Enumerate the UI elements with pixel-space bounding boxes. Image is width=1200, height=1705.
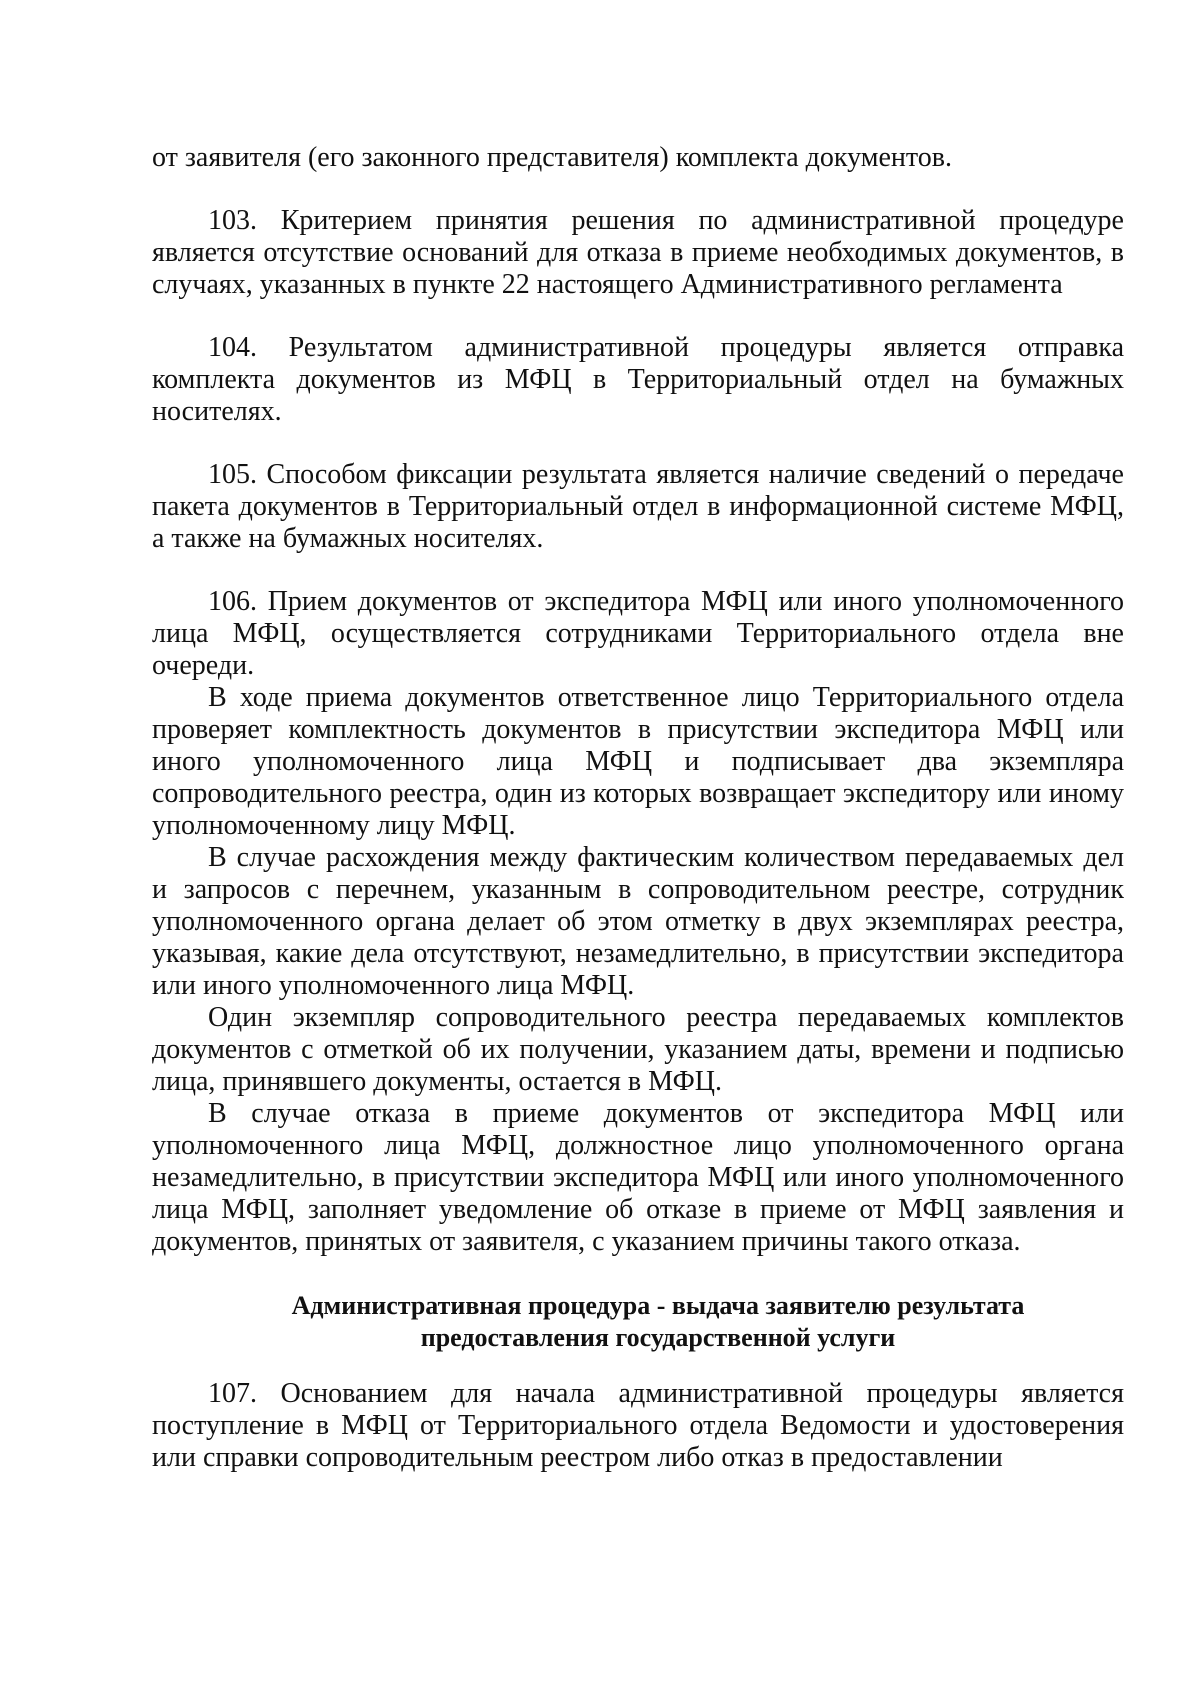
paragraph-106-copy: Один экземпляр сопроводительного реестра передаваемых комплектов документов с отметкой об их получении, указанием даты, времени и подписью лица, принявшего документы, остается в МФЦ. [152,1002,1124,1097]
section-heading [152,1290,1124,1354]
paragraph-106-refusal: В случае отказа в приеме документов от экспедитора МФЦ или уполномоченного лица МФЦ, должностное лицо уполномоченного органа незамедлительно, в присутствии экспедитора МФЦ или иного уполномоченного лица МФЦ, заполняет уведомление об отказе в приеме от МФЦ заявления и документов, принятых от заявителя, с указанием причины такого отказа. [152,1098,1124,1257]
paragraph-103: 103. Критерием принятия решения по административной процедуре является отсутствие оснований для отказа в приеме необходимых документов, в случаях, указанных в пункте 22 настоящего Административного регламента [152,205,1124,300]
paragraph-106-check: В ходе приема документов ответственное лицо Территориального отдела проверяет комплектность документов в присутствии экспедитора МФЦ или иного уполномоченного лица МФЦ и подписывает два экземпляра сопроводительного реестра, один из которых возвращает экспедитору или иному уполномоченному лицу МФЦ. [152,682,1124,841]
paragraph-105: 105. Способом фиксации результата является наличие сведений о передаче пакета документов в Территориальный отдел в информационной системе МФЦ, а также на бумажных носителях. [152,459,1124,554]
paragraph-106-discrepancy: В случае расхождения между фактическим количеством передаваемых дел и запросов с перечнем, указанным в сопроводительном реестре, сотрудник уполномоченного органа делает об этом отметку в двух экземплярах реестра, указывая, какие дела отсутствуют, незамедлительно, в присутствии экспедитора или иного уполномоченного лица МФЦ. [152,842,1124,1001]
section-heading-line-1: Административная процедура - выдача заявителю результата [291,1291,1025,1320]
paragraph-106: 106. Прием документов от экспедитора МФЦ или иного уполномоченного лица МФЦ, осуществляется сотрудниками Территориального отдела вне очереди. [152,586,1124,681]
paragraph-continuation: от заявителя (его законного представителя) комплекта документов. [152,142,952,173]
paragraph-104: 104. Результатом административной процедуры является отправка комплекта документов из МФЦ в Территориальный отдел на бумажных носителях. [152,332,1124,427]
paragraph-107: 107. Основанием для начала административной процедуры является поступление в МФЦ от Территориального отдела Ведомости и удостоверения или справки сопроводительным реестром либо отказ в предоставлении [152,1378,1124,1473]
section-heading-line-2: предоставления государственной услуги [420,1323,896,1352]
